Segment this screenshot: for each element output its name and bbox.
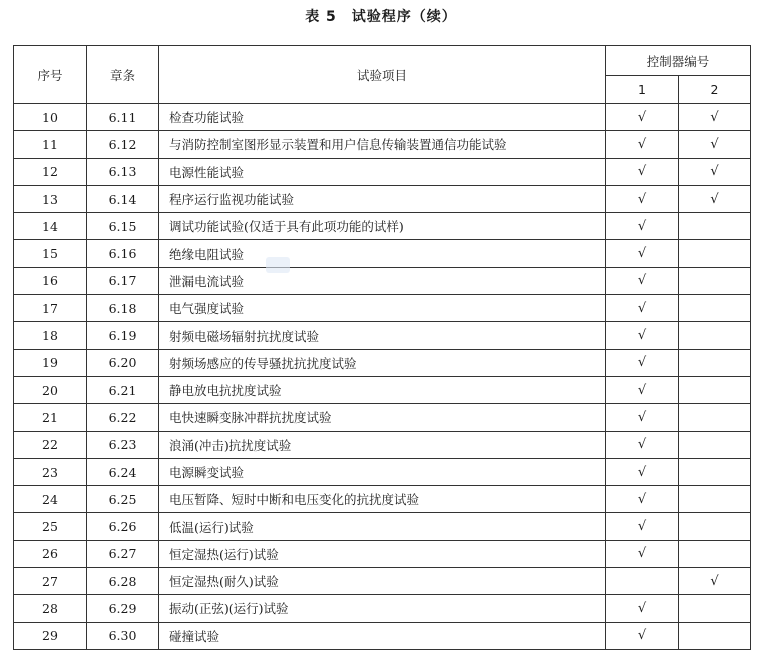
row-seq: 22 [14,431,87,458]
row-controller-1-check: √ [606,240,679,267]
table-title: 表 5 试验程序（续） [305,9,457,25]
row-controller-1-check: √ [606,595,679,622]
row-clause: 6.30 [87,622,159,649]
row-test-item: 振动(正弦)(运行)试验 [159,595,606,622]
row-controller-2-check: √ [679,185,751,212]
watermark-mark [266,257,290,273]
row-test-item: 射频电磁场辐射抗扰度试验 [159,322,606,349]
row-test-item: 恒定湿热(耐久)试验 [159,568,606,595]
row-test-item: 浪涌(冲击)抗扰度试验 [159,431,606,458]
row-controller-2-check: √ [679,131,751,158]
row-test-item: 泄漏电流试验 [159,267,606,294]
row-controller-1-check: √ [606,622,679,649]
row-controller-1-check: √ [606,185,679,212]
table-row [14,376,751,403]
row-controller-2-check [679,622,751,649]
row-test-item: 与消防控制室图形显示装置和用户信息传输装置通信功能试验 [159,131,606,158]
row-seq: 25 [14,513,87,540]
table-row [14,486,751,513]
table-row [14,185,751,212]
row-clause: 6.22 [87,404,159,431]
row-controller-1-check: √ [606,404,679,431]
row-clause: 6.16 [87,240,159,267]
row-controller-1-check: √ [606,213,679,240]
row-seq: 19 [14,349,87,376]
row-test-item: 电压暂降、短时中断和电压变化的抗扰度试验 [159,486,606,513]
row-controller-2-check [679,540,751,567]
row-seq: 11 [14,131,87,158]
row-seq: 20 [14,376,87,403]
row-controller-1-check: √ [606,486,679,513]
row-controller-1-check: √ [606,295,679,322]
table-row [14,104,751,131]
table-row [14,595,751,622]
row-controller-1-check: √ [606,458,679,485]
row-clause: 6.21 [87,376,159,403]
row-seq: 10 [14,104,87,131]
row-clause: 6.11 [87,104,159,131]
row-controller-1-check: √ [606,349,679,376]
row-clause: 6.27 [87,540,159,567]
row-controller-2-check [679,376,751,403]
row-clause: 6.26 [87,513,159,540]
row-controller-2-check [679,595,751,622]
row-clause: 6.13 [87,158,159,185]
row-controller-2-check: √ [679,104,751,131]
row-seq: 13 [14,185,87,212]
row-test-item: 电源瞬变试验 [159,458,606,485]
row-controller-2-check [679,267,751,294]
table-body [14,104,751,650]
row-controller-1-check: √ [606,322,679,349]
table-row [14,131,751,158]
row-controller-1-check: √ [606,513,679,540]
row-seq: 14 [14,213,87,240]
row-controller-2-check [679,513,751,540]
table-row [14,404,751,431]
row-test-item: 电快速瞬变脉冲群抗扰度试验 [159,404,606,431]
row-test-item: 恒定湿热(运行)试验 [159,540,606,567]
row-clause: 6.28 [87,568,159,595]
table-row [14,349,751,376]
table-row [14,568,751,595]
header-seq: 序号 [14,46,87,104]
row-seq: 18 [14,322,87,349]
row-seq: 21 [14,404,87,431]
row-controller-1-check: √ [606,131,679,158]
row-controller-1-check: √ [606,104,679,131]
row-seq: 12 [14,158,87,185]
row-controller-2-check [679,240,751,267]
row-test-item: 电源性能试验 [159,158,606,185]
row-controller-2-check [679,431,751,458]
header-controller-2: 2 [679,76,751,104]
row-test-item: 程序运行监视功能试验 [159,185,606,212]
table-row [14,213,751,240]
row-seq: 26 [14,540,87,567]
row-seq: 28 [14,595,87,622]
row-test-item: 射频场感应的传导骚扰抗扰度试验 [159,349,606,376]
row-test-item: 碰撞试验 [159,622,606,649]
row-test-item: 绝缘电阻试验 [159,240,606,267]
row-clause: 6.18 [87,295,159,322]
row-controller-1-check: √ [606,431,679,458]
row-controller-2-check: √ [679,158,751,185]
table-row [14,540,751,567]
table-row [14,295,751,322]
row-clause: 6.17 [87,267,159,294]
row-test-item: 检查功能试验 [159,104,606,131]
row-clause: 6.19 [87,322,159,349]
header-clause: 章条 [87,46,159,104]
row-controller-1-check: √ [606,267,679,294]
table-row [14,458,751,485]
row-controller-2-check [679,349,751,376]
row-clause: 6.23 [87,431,159,458]
table-row [14,158,751,185]
row-seq: 29 [14,622,87,649]
row-clause: 6.12 [87,131,159,158]
row-clause: 6.25 [87,486,159,513]
row-controller-2-check [679,486,751,513]
row-controller-1-check: √ [606,540,679,567]
row-controller-2-check: √ [679,568,751,595]
row-clause: 6.14 [87,185,159,212]
row-controller-1-check [606,568,679,595]
row-test-item: 静电放电抗扰度试验 [159,376,606,403]
row-controller-1-check: √ [606,376,679,403]
row-test-item: 电气强度试验 [159,295,606,322]
table-row [14,240,751,267]
row-test-item: 低温(运行)试验 [159,513,606,540]
table-row [14,267,751,294]
row-controller-2-check [679,458,751,485]
table-row [14,513,751,540]
table-row [14,622,751,649]
row-clause: 6.20 [87,349,159,376]
row-seq: 15 [14,240,87,267]
row-clause: 6.15 [87,213,159,240]
row-controller-2-check [679,295,751,322]
row-controller-2-check [679,213,751,240]
row-seq: 23 [14,458,87,485]
row-seq: 27 [14,568,87,595]
test-procedure-table [13,45,751,650]
row-clause: 6.24 [87,458,159,485]
row-seq: 24 [14,486,87,513]
header-item: 试验项目 [159,46,606,104]
row-clause: 6.29 [87,595,159,622]
table-row [14,322,751,349]
table-row [14,431,751,458]
row-seq: 17 [14,295,87,322]
row-test-item: 调试功能试验(仅适于具有此项功能的试样) [159,213,606,240]
row-controller-2-check [679,404,751,431]
header-controller-1: 1 [606,76,679,104]
row-seq: 16 [14,267,87,294]
header-controller-group: 控制器编号 [606,46,751,76]
row-controller-1-check: √ [606,158,679,185]
row-controller-2-check [679,322,751,349]
